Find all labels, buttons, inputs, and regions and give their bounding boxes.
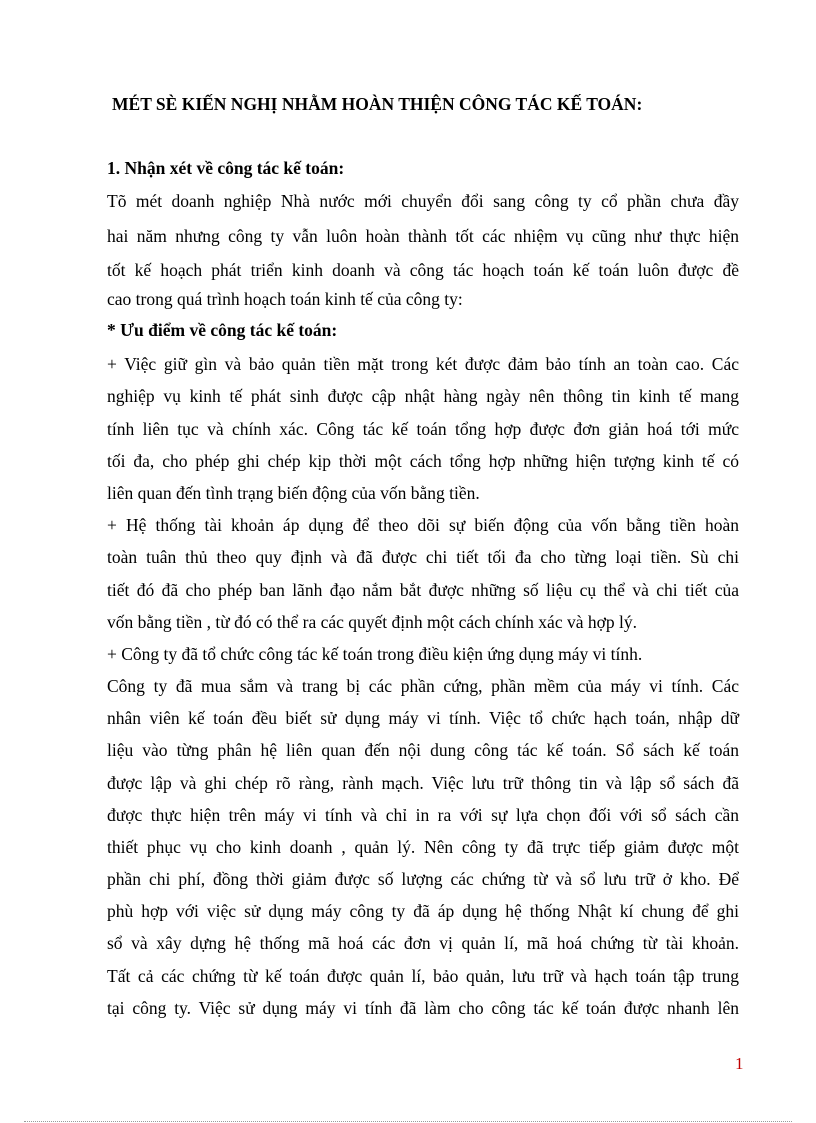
paragraph-line: liên quan đến tình trạng biến động của vốn bằng tiền. bbox=[107, 483, 480, 503]
paragraph-line: tốt kế hoạch phát triển kinh doanh và công tác hoạch toán kế toán luôn được đề bbox=[107, 260, 739, 280]
page-number: 1 bbox=[735, 1054, 744, 1073]
paragraph-line: hai năm nhưng công ty vẫn luôn hoàn thành tốt các nhiệm vụ cũng như thực hiện bbox=[107, 226, 739, 246]
subheading-advantages: * Ưu điểm về công tác kế toán: bbox=[107, 320, 338, 340]
paragraph-line: cao trong quá trình hoạch toán kinh tế của công ty: bbox=[107, 289, 463, 309]
page-bottom-rule bbox=[24, 1121, 792, 1122]
paragraph-line: + Việc giữ gìn và bảo quản tiền mặt trong két được đảm bảo tính an toàn cao. Các bbox=[107, 354, 739, 374]
paragraph-line: nhân viên kế toán đều biết sử dụng máy vi tính. Việc tổ chức hạch toán, nhập dữ bbox=[107, 708, 739, 728]
paragraph-line: được thực hiện trên máy vi tính và chỉ in ra với sự lựa chọn đối với sổ sách cần bbox=[107, 805, 739, 825]
paragraph-line: phù hợp với việc sử dụng máy công ty đã áp dụng hệ thống Nhật kí chung để ghi bbox=[107, 901, 739, 921]
paragraph-line: phần chi phí, đồng thời giảm được số lượng các chứng từ và sổ lưu trữ ở kho. Để bbox=[107, 869, 739, 889]
paragraph-line: tính liên tục và chính xác. Công tác kế toán tổng hợp được đơn giản hoá tới mức bbox=[107, 419, 739, 439]
paragraph-line: tối đa, cho phép ghi chép kịp thời một cách tổng hợp những hiện tượng kinh tế có bbox=[107, 451, 739, 471]
paragraph-line: vốn bằng tiền , từ đó có thể ra các quyết định một cách chính xác và hợp lý. bbox=[107, 612, 637, 632]
paragraph-line: thiết phục vụ cho kinh doanh , quản lý. Nên công ty đã trực tiếp giảm được một bbox=[107, 837, 739, 857]
paragraph-line: tiết đó đã cho phép ban lãnh đạo nắm bắt được những số liệu cụ thể và chi tiết của bbox=[107, 580, 739, 600]
paragraph-line: sổ và xây dựng hệ thống mã hoá các đơn vị quản lí, mã hoá chứng từ tài khoản. bbox=[107, 933, 739, 953]
paragraph-line: được lập và ghi chép rõ ràng, rành mạch. Việc lưu trữ thông tin và lập sổ sách đã bbox=[107, 773, 739, 793]
paragraph-line: Công ty đã mua sắm và trang bị các phần cứng, phần mềm của máy vi tính. Các bbox=[107, 676, 739, 696]
document-title: MÉT SÈ KIẾN NGHỊ NHẰM HOÀN THIỆN CÔNG TÁC KẾ TOÁN: bbox=[112, 94, 643, 114]
paragraph-line: + Công ty đã tổ chức công tác kế toán trong điều kiện ứng dụng máy vi tính. bbox=[107, 644, 643, 664]
paragraph-line: tại công ty. Việc sử dụng máy vi tính đã làm cho công tác kế toán được nhanh lên bbox=[107, 998, 739, 1018]
paragraph-line: Tất cả các chứng từ kế toán được quản lí, bảo quản, lưu trữ và hạch toán tập trung bbox=[107, 966, 739, 986]
paragraph-line: toàn tuân thủ theo quy định và đã được chi tiết tối đa cho từng loại tiền. Sù chi bbox=[107, 547, 739, 567]
paragraph-line: Tõ mét doanh nghiệp Nhà nước mới chuyển đổi sang công ty cổ phần chưa đầy bbox=[107, 191, 739, 211]
paragraph-line: + Hệ thống tài khoản áp dụng để theo dõi sự biến động của vốn bằng tiền hoàn bbox=[107, 515, 739, 535]
paragraph-line: liệu vào từng phân hệ liên quan đến nội dung công tác kế toán. Sổ sách kế toán bbox=[107, 740, 739, 760]
paragraph-line: nghiệp vụ kinh tế phát sinh được cập nhật hàng ngày nên thông tin kinh tế mang bbox=[107, 386, 739, 406]
section-heading: 1. Nhận xét về công tác kế toán: bbox=[107, 158, 345, 178]
